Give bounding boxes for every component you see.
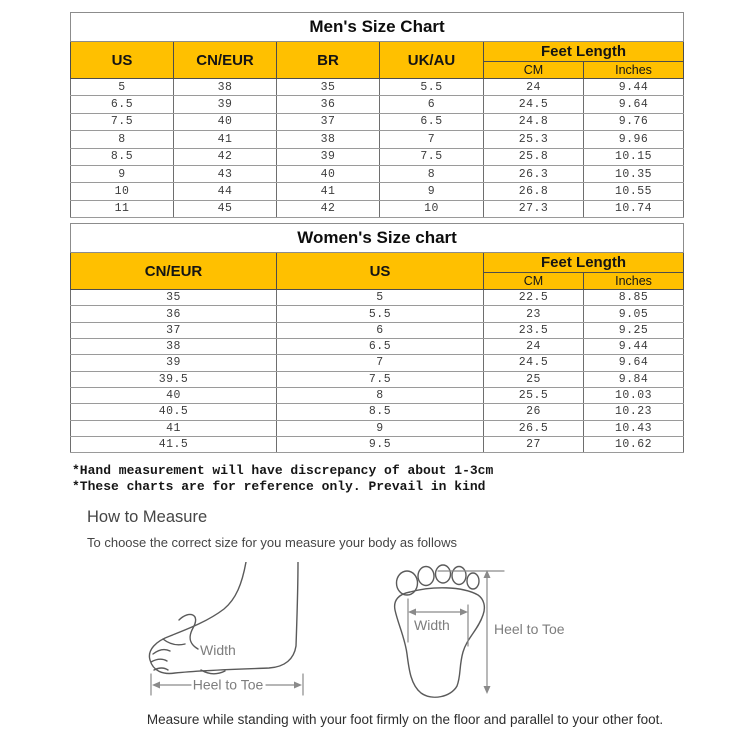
table-row bbox=[71, 322, 684, 338]
table-cell: 9 bbox=[380, 183, 484, 200]
arrowhead-left bbox=[408, 609, 416, 616]
table-row bbox=[71, 355, 684, 371]
width-label: Width bbox=[200, 642, 236, 659]
foot-sole-view-diagram bbox=[390, 562, 570, 704]
table-row bbox=[71, 306, 684, 322]
measurement-diagrams bbox=[0, 562, 750, 704]
table-cell: 44 bbox=[174, 183, 277, 200]
table-cell: 25.3 bbox=[484, 131, 584, 148]
table-cell: 5 bbox=[71, 79, 174, 96]
table-cell: 7.5 bbox=[71, 113, 174, 130]
table-cell: 23 bbox=[484, 306, 584, 322]
table-cell: 36 bbox=[71, 306, 277, 322]
table-cell: 40 bbox=[174, 113, 277, 130]
table-row bbox=[71, 387, 684, 403]
table-cell: 10.43 bbox=[584, 420, 684, 436]
table-cell: 9.44 bbox=[584, 79, 684, 96]
table-cell: 10.03 bbox=[584, 387, 684, 403]
table-cell: 24 bbox=[484, 339, 584, 355]
how-to-measure-heading: How to Measure bbox=[87, 508, 208, 527]
note-line-1: *Hand measurement will have discrepancy of about 1-3cm bbox=[72, 463, 494, 479]
womens-chart-title: Women's Size chart bbox=[71, 224, 684, 253]
table-cell: 10.15 bbox=[584, 148, 684, 165]
note-line-2: *These charts are for reference only. Prevail in kind bbox=[72, 479, 486, 495]
table-cell: 9.64 bbox=[584, 355, 684, 371]
col-header-cneur: CN/EUR bbox=[174, 42, 277, 79]
table-cell: 10 bbox=[380, 200, 484, 217]
table-cell: 8 bbox=[71, 131, 174, 148]
table-row bbox=[71, 148, 684, 165]
mens-size-chart-table bbox=[70, 12, 684, 218]
table-cell: 27 bbox=[484, 436, 584, 452]
table-cell: 41.5 bbox=[71, 436, 277, 452]
arrowhead-right bbox=[460, 609, 468, 616]
table-cell: 22.5 bbox=[484, 290, 584, 306]
how-to-measure-subheading: To choose the correct size for you measure your body as follows bbox=[87, 535, 457, 551]
table-cell: 10.55 bbox=[584, 183, 684, 200]
mens-chart-title: Men's Size Chart bbox=[71, 13, 684, 42]
table-cell: 37 bbox=[71, 322, 277, 338]
womens-chart-body bbox=[71, 290, 684, 453]
table-row bbox=[71, 79, 684, 96]
table-cell: 6.5 bbox=[71, 96, 174, 113]
col-header-inches: Inches bbox=[584, 273, 684, 290]
col-header-feet-length: Feet Length bbox=[484, 253, 684, 273]
table-cell: 35 bbox=[71, 290, 277, 306]
table-cell: 38 bbox=[174, 79, 277, 96]
col-header-us: US bbox=[277, 253, 484, 290]
table-row bbox=[71, 420, 684, 436]
table-cell: 9.64 bbox=[584, 96, 684, 113]
table-cell: 6 bbox=[277, 322, 484, 338]
col-header-inches: Inches bbox=[584, 62, 684, 79]
table-title-row bbox=[71, 224, 684, 253]
table-cell: 41 bbox=[174, 131, 277, 148]
table-cell: 9 bbox=[277, 420, 484, 436]
table-cell: 42 bbox=[174, 148, 277, 165]
table-cell: 10.35 bbox=[584, 165, 684, 182]
col-header-cm: CM bbox=[484, 62, 584, 79]
table-header-row bbox=[71, 42, 684, 62]
table-row bbox=[71, 183, 684, 200]
table-cell: 8.5 bbox=[71, 148, 174, 165]
table-row bbox=[71, 371, 684, 387]
col-header-br: BR bbox=[277, 42, 380, 79]
table-cell: 38 bbox=[277, 131, 380, 148]
table-cell: 23.5 bbox=[484, 322, 584, 338]
table-cell: 39 bbox=[277, 148, 380, 165]
table-cell: 26.5 bbox=[484, 420, 584, 436]
arrowhead-left bbox=[152, 682, 160, 689]
toe-4 bbox=[452, 567, 466, 585]
table-header-row bbox=[71, 253, 684, 273]
table-cell: 10.74 bbox=[584, 200, 684, 217]
table-cell: 26.8 bbox=[484, 183, 584, 200]
table-cell: 26 bbox=[484, 404, 584, 420]
table-cell: 27.3 bbox=[484, 200, 584, 217]
table-title-row bbox=[71, 13, 684, 42]
table-cell: 8 bbox=[277, 387, 484, 403]
table-cell: 8.5 bbox=[277, 404, 484, 420]
table-cell: 8.85 bbox=[584, 290, 684, 306]
width-label: Width bbox=[414, 617, 450, 634]
table-cell: 9.5 bbox=[277, 436, 484, 452]
table-cell: 7 bbox=[277, 355, 484, 371]
table-cell: 5 bbox=[277, 290, 484, 306]
measure-instruction: Measure while standing with your foot firmly on the floor and parallel to your other foot. bbox=[146, 712, 664, 728]
toe-2 bbox=[418, 567, 434, 586]
table-cell: 39.5 bbox=[71, 371, 277, 387]
foot-side-view-diagram bbox=[143, 562, 313, 702]
table-cell: 40 bbox=[71, 387, 277, 403]
table-cell: 5.5 bbox=[380, 79, 484, 96]
table-cell: 43 bbox=[174, 165, 277, 182]
table-cell: 6 bbox=[380, 96, 484, 113]
table-row bbox=[71, 165, 684, 182]
table-cell: 9.05 bbox=[584, 306, 684, 322]
table-cell: 24.8 bbox=[484, 113, 584, 130]
table-cell: 7.5 bbox=[380, 148, 484, 165]
table-cell: 7 bbox=[380, 131, 484, 148]
table-cell: 40 bbox=[277, 165, 380, 182]
table-row bbox=[71, 131, 684, 148]
table-cell: 41 bbox=[71, 420, 277, 436]
table-cell: 10.23 bbox=[584, 404, 684, 420]
toe-3 bbox=[436, 565, 451, 583]
col-header-feet-length: Feet Length bbox=[484, 42, 684, 62]
table-row bbox=[71, 200, 684, 217]
table-cell: 9.76 bbox=[584, 113, 684, 130]
table-cell: 7.5 bbox=[277, 371, 484, 387]
table-cell: 9.25 bbox=[584, 322, 684, 338]
table-cell: 5.5 bbox=[277, 306, 484, 322]
heel-to-toe-label: Heel to Toe bbox=[192, 676, 264, 693]
table-cell: 26.3 bbox=[484, 165, 584, 182]
heel-to-toe-label: Heel to Toe bbox=[494, 621, 565, 638]
table-cell: 8 bbox=[380, 165, 484, 182]
table-cell: 39 bbox=[71, 355, 277, 371]
table-cell: 39 bbox=[174, 96, 277, 113]
arrowhead-down bbox=[484, 686, 491, 694]
table-cell: 25.5 bbox=[484, 387, 584, 403]
table-row bbox=[71, 290, 684, 306]
table-cell: 42 bbox=[277, 200, 380, 217]
table-row bbox=[71, 404, 684, 420]
col-header-ukau: UK/AU bbox=[380, 42, 484, 79]
col-header-cneur: CN/EUR bbox=[71, 253, 277, 290]
table-cell: 35 bbox=[277, 79, 380, 96]
table-cell: 11 bbox=[71, 200, 174, 217]
col-header-us: US bbox=[71, 42, 174, 79]
table-cell: 9.84 bbox=[584, 371, 684, 387]
table-cell: 9.44 bbox=[584, 339, 684, 355]
table-row bbox=[71, 113, 684, 130]
table-cell: 10.62 bbox=[584, 436, 684, 452]
toe-5 bbox=[467, 573, 479, 589]
disclaimer-notes bbox=[72, 463, 750, 495]
table-cell: 38 bbox=[71, 339, 277, 355]
table-cell: 40.5 bbox=[71, 404, 277, 420]
table-cell: 25 bbox=[484, 371, 584, 387]
mens-chart-body bbox=[71, 79, 684, 218]
arrowhead-right bbox=[294, 682, 302, 689]
table-row bbox=[71, 436, 684, 452]
table-row bbox=[71, 339, 684, 355]
table-cell: 36 bbox=[277, 96, 380, 113]
table-cell: 24.5 bbox=[484, 96, 584, 113]
table-cell: 41 bbox=[277, 183, 380, 200]
table-cell: 24.5 bbox=[484, 355, 584, 371]
col-header-cm: CM bbox=[484, 273, 584, 290]
table-cell: 25.8 bbox=[484, 148, 584, 165]
table-cell: 10 bbox=[71, 183, 174, 200]
table-cell: 45 bbox=[174, 200, 277, 217]
womens-size-chart-table bbox=[70, 223, 684, 453]
table-cell: 9 bbox=[71, 165, 174, 182]
table-cell: 24 bbox=[484, 79, 584, 96]
table-row bbox=[71, 96, 684, 113]
table-cell: 6.5 bbox=[277, 339, 484, 355]
table-cell: 9.96 bbox=[584, 131, 684, 148]
table-cell: 6.5 bbox=[380, 113, 484, 130]
table-cell: 37 bbox=[277, 113, 380, 130]
